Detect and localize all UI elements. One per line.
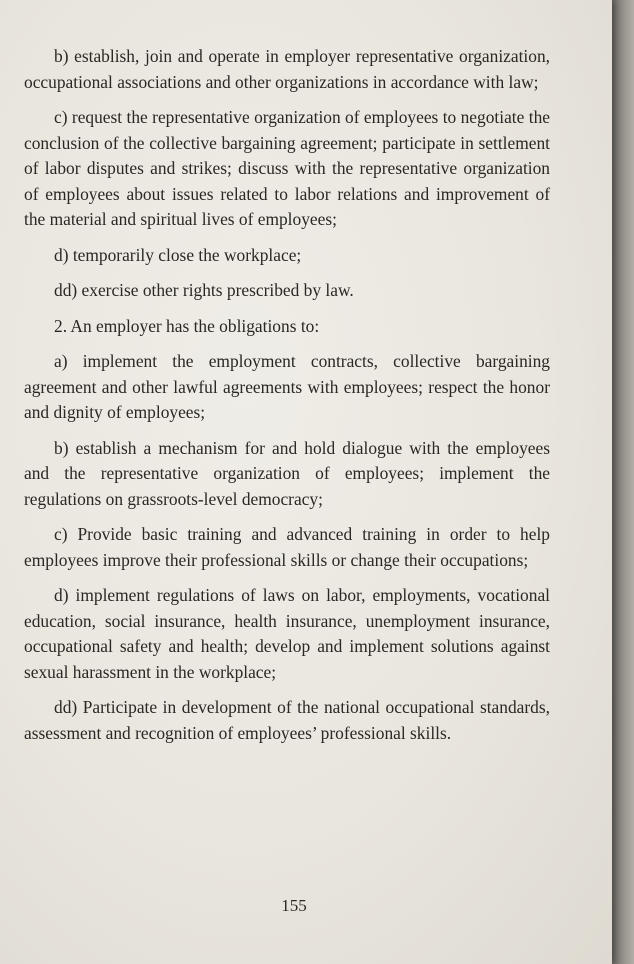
paragraph-c-provide-training: c) Provide basic training and advanced training in order to help employees improve their professional skills or change their occupations; <box>24 524 550 570</box>
paragraph-dd-other-rights: dd) exercise other rights prescribed by law. <box>54 280 354 300</box>
page-edge-shadow <box>612 0 634 964</box>
paragraph-c-request-negotiate: c) request the representative organization of employees to negotiate the conclusion of the collective bargaining agreement; participate in settlement of labor disputes and strikes; discuss with the representative organization of employees about issues related to labor relations and improvement of the material and spiritual lives of employees; <box>24 107 550 229</box>
paragraph-b-dialogue-mechanism: b) establish a mechanism for and hold dialogue with the employees and the representative organization of employees; implement the regulations on grassroots-level democracy; <box>24 437 550 509</box>
paragraph-a-implement-contracts: a) implement the employment contracts, collective bargaining agreement and other lawful agreements with employees; respect the honor and dignity of employees; <box>24 351 550 422</box>
paragraph-employer-obligations-heading: 2. An employer has the obligations to: <box>54 315 320 336</box>
paragraph-b-establish-join: b) establish, join and operate in employer representative organization, occupational associations and other organizations in accordance with law; <box>24 46 550 92</box>
paragraph-d-implement-regulations: d) implement regulations of laws on labor, employments, vocational education, social insurance, health insurance, unemployment insurance, occupational safety and health; develop and implement solutions against sexual harassment in the workplace; <box>24 585 550 682</box>
page-body <box>24 44 550 756</box>
paragraph-d-close-workplace: d) temporarily close the workplace; <box>54 244 302 265</box>
paragraph-dd-participate-standards: dd) Participate in development of the national occupational standards, assessment and recognition of employees’ professional skills. <box>24 697 550 743</box>
page-number: 155 <box>281 896 307 915</box>
